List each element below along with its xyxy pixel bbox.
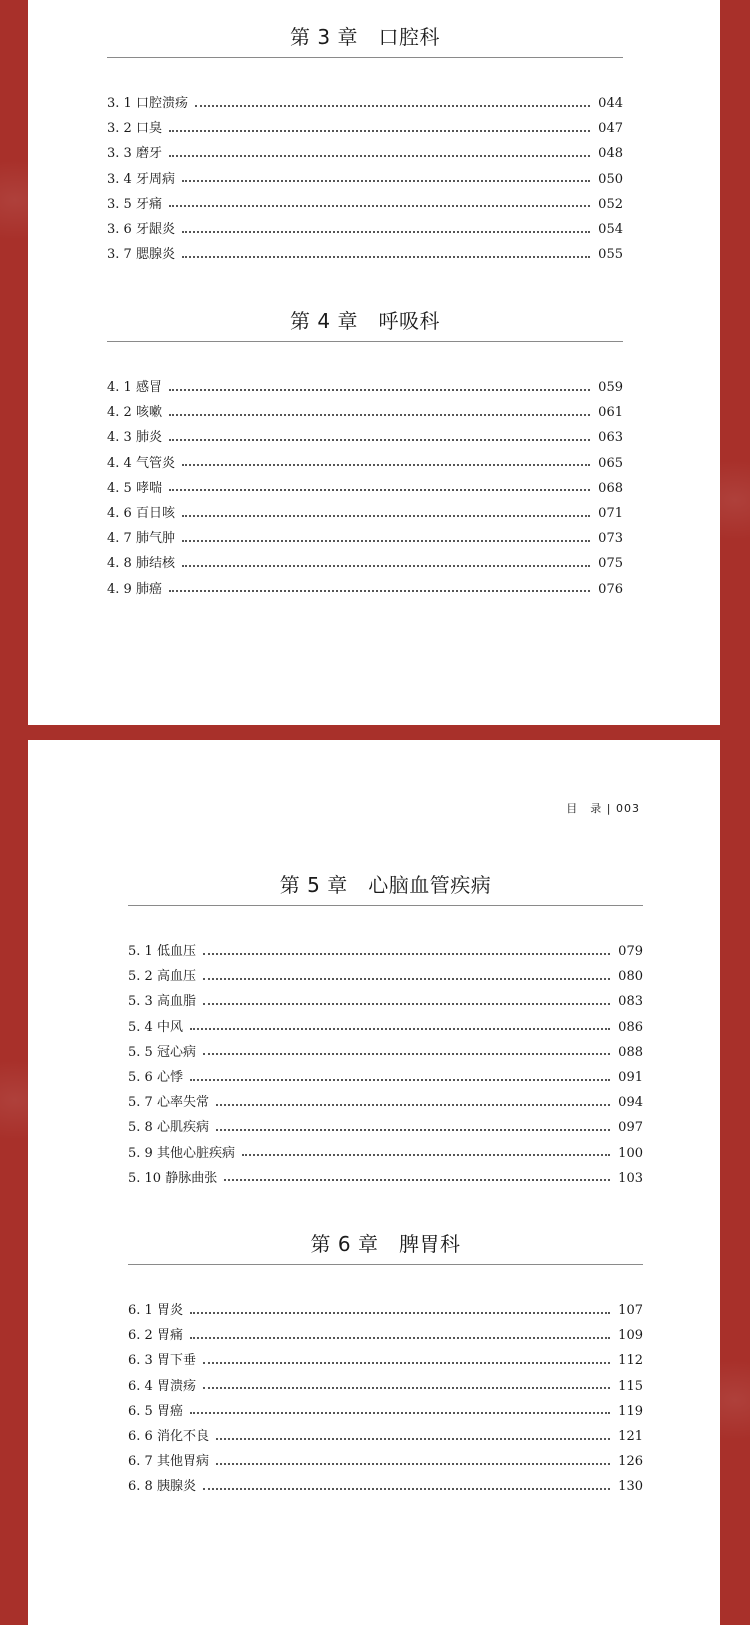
- dot-leader: [190, 1312, 610, 1314]
- toc-entry-list: [128, 1298, 643, 1500]
- toc-entry-page-number: 097: [618, 1120, 643, 1136]
- toc-entry-page-number: 047: [598, 121, 623, 137]
- toc-entry-page-number: 050: [598, 171, 623, 187]
- dot-leader: [216, 1104, 610, 1106]
- dot-leader: [224, 1179, 610, 1181]
- toc-entry[interactable]: [128, 1090, 643, 1115]
- dot-leader: [182, 464, 590, 466]
- toc-entry-page-number: 115: [618, 1378, 643, 1394]
- toc-entry-label: 3. 5 牙痛: [107, 196, 162, 212]
- dot-leader: [195, 105, 590, 107]
- toc-entry[interactable]: [107, 451, 623, 476]
- chapter-divider: [107, 341, 623, 342]
- dot-leader: [169, 489, 590, 491]
- toc-entry-page-number: 112: [618, 1353, 643, 1369]
- toc-entry-page-number: 094: [618, 1095, 643, 1111]
- toc-entry[interactable]: [107, 192, 623, 217]
- toc-entry-page-number: 088: [618, 1044, 643, 1060]
- toc-entry-label: 6. 4 胃溃疡: [128, 1378, 196, 1394]
- toc-entry-label: 4. 2 咳嗽: [107, 405, 162, 421]
- chapter-5: [128, 871, 643, 1191]
- dot-leader: [169, 205, 590, 207]
- toc-entry[interactable]: [128, 1015, 643, 1040]
- toc-entry-label: 4. 8 肺结核: [107, 556, 175, 572]
- toc-entry-label: 5. 1 低血压: [128, 944, 196, 959]
- dot-leader: [203, 1003, 610, 1005]
- toc-entry-page-number: 130: [618, 1479, 643, 1495]
- toc-entry[interactable]: [128, 1065, 643, 1090]
- toc-entry-label: 4. 6 百日咳: [107, 505, 175, 521]
- toc-entry-label: 3. 6 牙龈炎: [107, 221, 175, 237]
- toc-entry[interactable]: [107, 551, 623, 576]
- dot-leader: [216, 1463, 610, 1465]
- toc-entry[interactable]: [107, 476, 623, 501]
- toc-entry-page-number: 068: [598, 480, 623, 496]
- toc-entry-page-number: 055: [598, 247, 623, 263]
- toc-entry[interactable]: [128, 1474, 643, 1499]
- toc-entry[interactable]: [128, 1449, 643, 1474]
- toc-entry[interactable]: [128, 1298, 643, 1323]
- toc-entry-label: 6. 3 胃下垂: [128, 1353, 196, 1369]
- toc-entry-label: 5. 8 心肌疾病: [128, 1120, 209, 1136]
- toc-entry[interactable]: [107, 91, 623, 116]
- toc-entry-label: 3. 3 磨牙: [107, 146, 162, 162]
- toc-entry-label: 6. 5 胃癌: [128, 1403, 183, 1419]
- chapter-3: [107, 23, 623, 267]
- toc-entry[interactable]: [107, 425, 623, 450]
- toc-entry-label: 6. 6 消化不良: [128, 1428, 209, 1444]
- toc-entry-page-number: 054: [598, 221, 623, 237]
- toc-entry-page-number: 059: [598, 380, 623, 395]
- dot-leader: [190, 1337, 610, 1339]
- toc-entry-page-number: 119: [618, 1403, 643, 1419]
- toc-entry-page-number: 126: [618, 1454, 643, 1470]
- toc-entry-label: 5. 4 中风: [128, 1019, 183, 1035]
- book-page-top: [28, 0, 720, 725]
- toc-entry-page-number: 107: [618, 1303, 643, 1318]
- dot-leader: [169, 439, 590, 441]
- toc-entry-label: 6. 8 胰腺炎: [128, 1479, 196, 1495]
- toc-entry-label: 6. 1 胃炎: [128, 1303, 183, 1318]
- toc-entry-label: 6. 7 其他胃病: [128, 1454, 209, 1470]
- toc-entry-label: 4. 5 哮喘: [107, 480, 162, 496]
- toc-entry[interactable]: [107, 141, 623, 166]
- toc-entry[interactable]: [128, 1323, 643, 1348]
- toc-entry[interactable]: [107, 116, 623, 141]
- dot-leader: [169, 590, 590, 592]
- toc-entry[interactable]: [128, 1374, 643, 1399]
- chapter-divider: [107, 57, 623, 58]
- dot-leader: [169, 389, 590, 391]
- dot-leader: [203, 978, 610, 980]
- toc-entry-label: 3. 1 口腔溃疡: [107, 96, 188, 111]
- chapter-divider: [128, 1264, 643, 1265]
- dot-leader: [190, 1028, 610, 1030]
- toc-entry-label: 4. 1 感冒: [107, 380, 162, 395]
- toc-entry[interactable]: [128, 1115, 643, 1140]
- dot-leader: [203, 1053, 610, 1055]
- toc-entry-page-number: 065: [598, 455, 623, 471]
- toc-entry-label: 3. 4 牙周病: [107, 171, 175, 187]
- dot-leader: [203, 953, 610, 955]
- toc-entry-page-number: 086: [618, 1019, 643, 1035]
- toc-entry[interactable]: [128, 1166, 643, 1191]
- toc-entry-label: 5. 5 冠心病: [128, 1044, 196, 1060]
- chapter-title: 第 5 章 心脑血管疾病: [279, 873, 492, 897]
- toc-entry-page-number: 061: [598, 405, 623, 421]
- toc-entry[interactable]: [107, 577, 623, 602]
- toc-entry[interactable]: [128, 1141, 643, 1166]
- dot-leader: [169, 155, 590, 157]
- dot-leader: [190, 1412, 610, 1414]
- dot-leader: [182, 180, 590, 182]
- running-header: 目 录 | 003: [566, 802, 640, 815]
- toc-entry-page-number: 048: [598, 146, 623, 162]
- chapter-title: 第 3 章 口腔科: [290, 25, 440, 49]
- toc-entry-label: 5. 10 静脉曲张: [128, 1170, 218, 1186]
- toc-entry[interactable]: [107, 375, 623, 400]
- book-page-bottom: [28, 740, 720, 1625]
- dot-leader: [182, 540, 590, 542]
- toc-entry-label: 5. 7 心率失常: [128, 1095, 209, 1111]
- toc-entry-list: [107, 91, 623, 267]
- toc-entry-page-number: 121: [618, 1428, 643, 1444]
- toc-entry-page-number: 075: [598, 556, 623, 572]
- toc-entry-page-number: 079: [618, 944, 643, 959]
- toc-entry-label: 5. 9 其他心脏疾病: [128, 1145, 235, 1161]
- toc-entry-page-number: 073: [598, 531, 623, 547]
- toc-entry[interactable]: [128, 964, 643, 989]
- toc-entry[interactable]: [107, 501, 623, 526]
- toc-entry-page-number: 071: [598, 505, 623, 521]
- toc-entry-label: 6. 2 胃痛: [128, 1328, 183, 1344]
- toc-entry-label: 5. 6 心悸: [128, 1069, 183, 1085]
- toc-entry[interactable]: [107, 217, 623, 242]
- toc-entry[interactable]: [128, 1040, 643, 1065]
- chapter-title: 第 6 章 脾胃科: [310, 1232, 461, 1256]
- toc-entry-page-number: 044: [598, 96, 623, 111]
- chapter-title: 第 4 章 呼吸科: [290, 309, 440, 333]
- dot-leader: [216, 1129, 610, 1131]
- toc-entry[interactable]: [107, 242, 623, 267]
- dot-leader: [169, 414, 590, 416]
- toc-entry-list: [128, 939, 643, 1191]
- toc-entry-page-number: 052: [598, 196, 623, 212]
- dot-leader: [203, 1362, 610, 1364]
- toc-entry-label: 5. 2 高血压: [128, 969, 196, 985]
- chapter-4: [107, 307, 623, 602]
- toc-entry-label: 4. 7 肺气肿: [107, 531, 175, 547]
- toc-entry[interactable]: [128, 1424, 643, 1449]
- toc-entry-page-number: 091: [618, 1069, 643, 1085]
- toc-entry[interactable]: [107, 400, 623, 425]
- toc-entry-label: 3. 2 口臭: [107, 121, 162, 137]
- toc-entry-page-number: 083: [618, 994, 643, 1010]
- toc-entry-list: [107, 375, 623, 602]
- toc-entry[interactable]: [128, 1399, 643, 1424]
- toc-entry-page-number: 076: [598, 581, 623, 597]
- toc-entry-page-number: 109: [618, 1328, 643, 1344]
- chapter-divider: [128, 905, 643, 906]
- dot-leader: [203, 1488, 610, 1490]
- dot-leader: [182, 565, 590, 567]
- toc-entry[interactable]: [128, 939, 643, 964]
- toc-entry-label: 4. 9 肺癌: [107, 581, 162, 597]
- toc-entry-page-number: 080: [618, 969, 643, 985]
- dot-leader: [182, 256, 590, 258]
- dot-leader: [242, 1154, 610, 1156]
- dot-leader: [216, 1438, 610, 1440]
- toc-entry-page-number: 063: [598, 430, 623, 446]
- dot-leader: [169, 130, 590, 132]
- toc-entry[interactable]: [107, 526, 623, 551]
- toc-entry-label: 4. 3 肺炎: [107, 430, 162, 446]
- dot-leader: [190, 1079, 610, 1081]
- chapter-6: [128, 1230, 643, 1500]
- toc-entry[interactable]: [128, 1348, 643, 1373]
- dot-leader: [182, 231, 590, 233]
- toc-entry-page-number: 103: [618, 1170, 643, 1186]
- dot-leader: [203, 1387, 610, 1389]
- toc-entry-page-number: 100: [618, 1145, 643, 1161]
- toc-entry[interactable]: [107, 167, 623, 192]
- toc-entry[interactable]: [128, 989, 643, 1014]
- toc-entry-label: 4. 4 气管炎: [107, 455, 175, 471]
- toc-entry-label: 5. 3 高血脂: [128, 994, 196, 1010]
- dot-leader: [182, 515, 590, 517]
- toc-entry-label: 3. 7 腮腺炎: [107, 247, 175, 263]
